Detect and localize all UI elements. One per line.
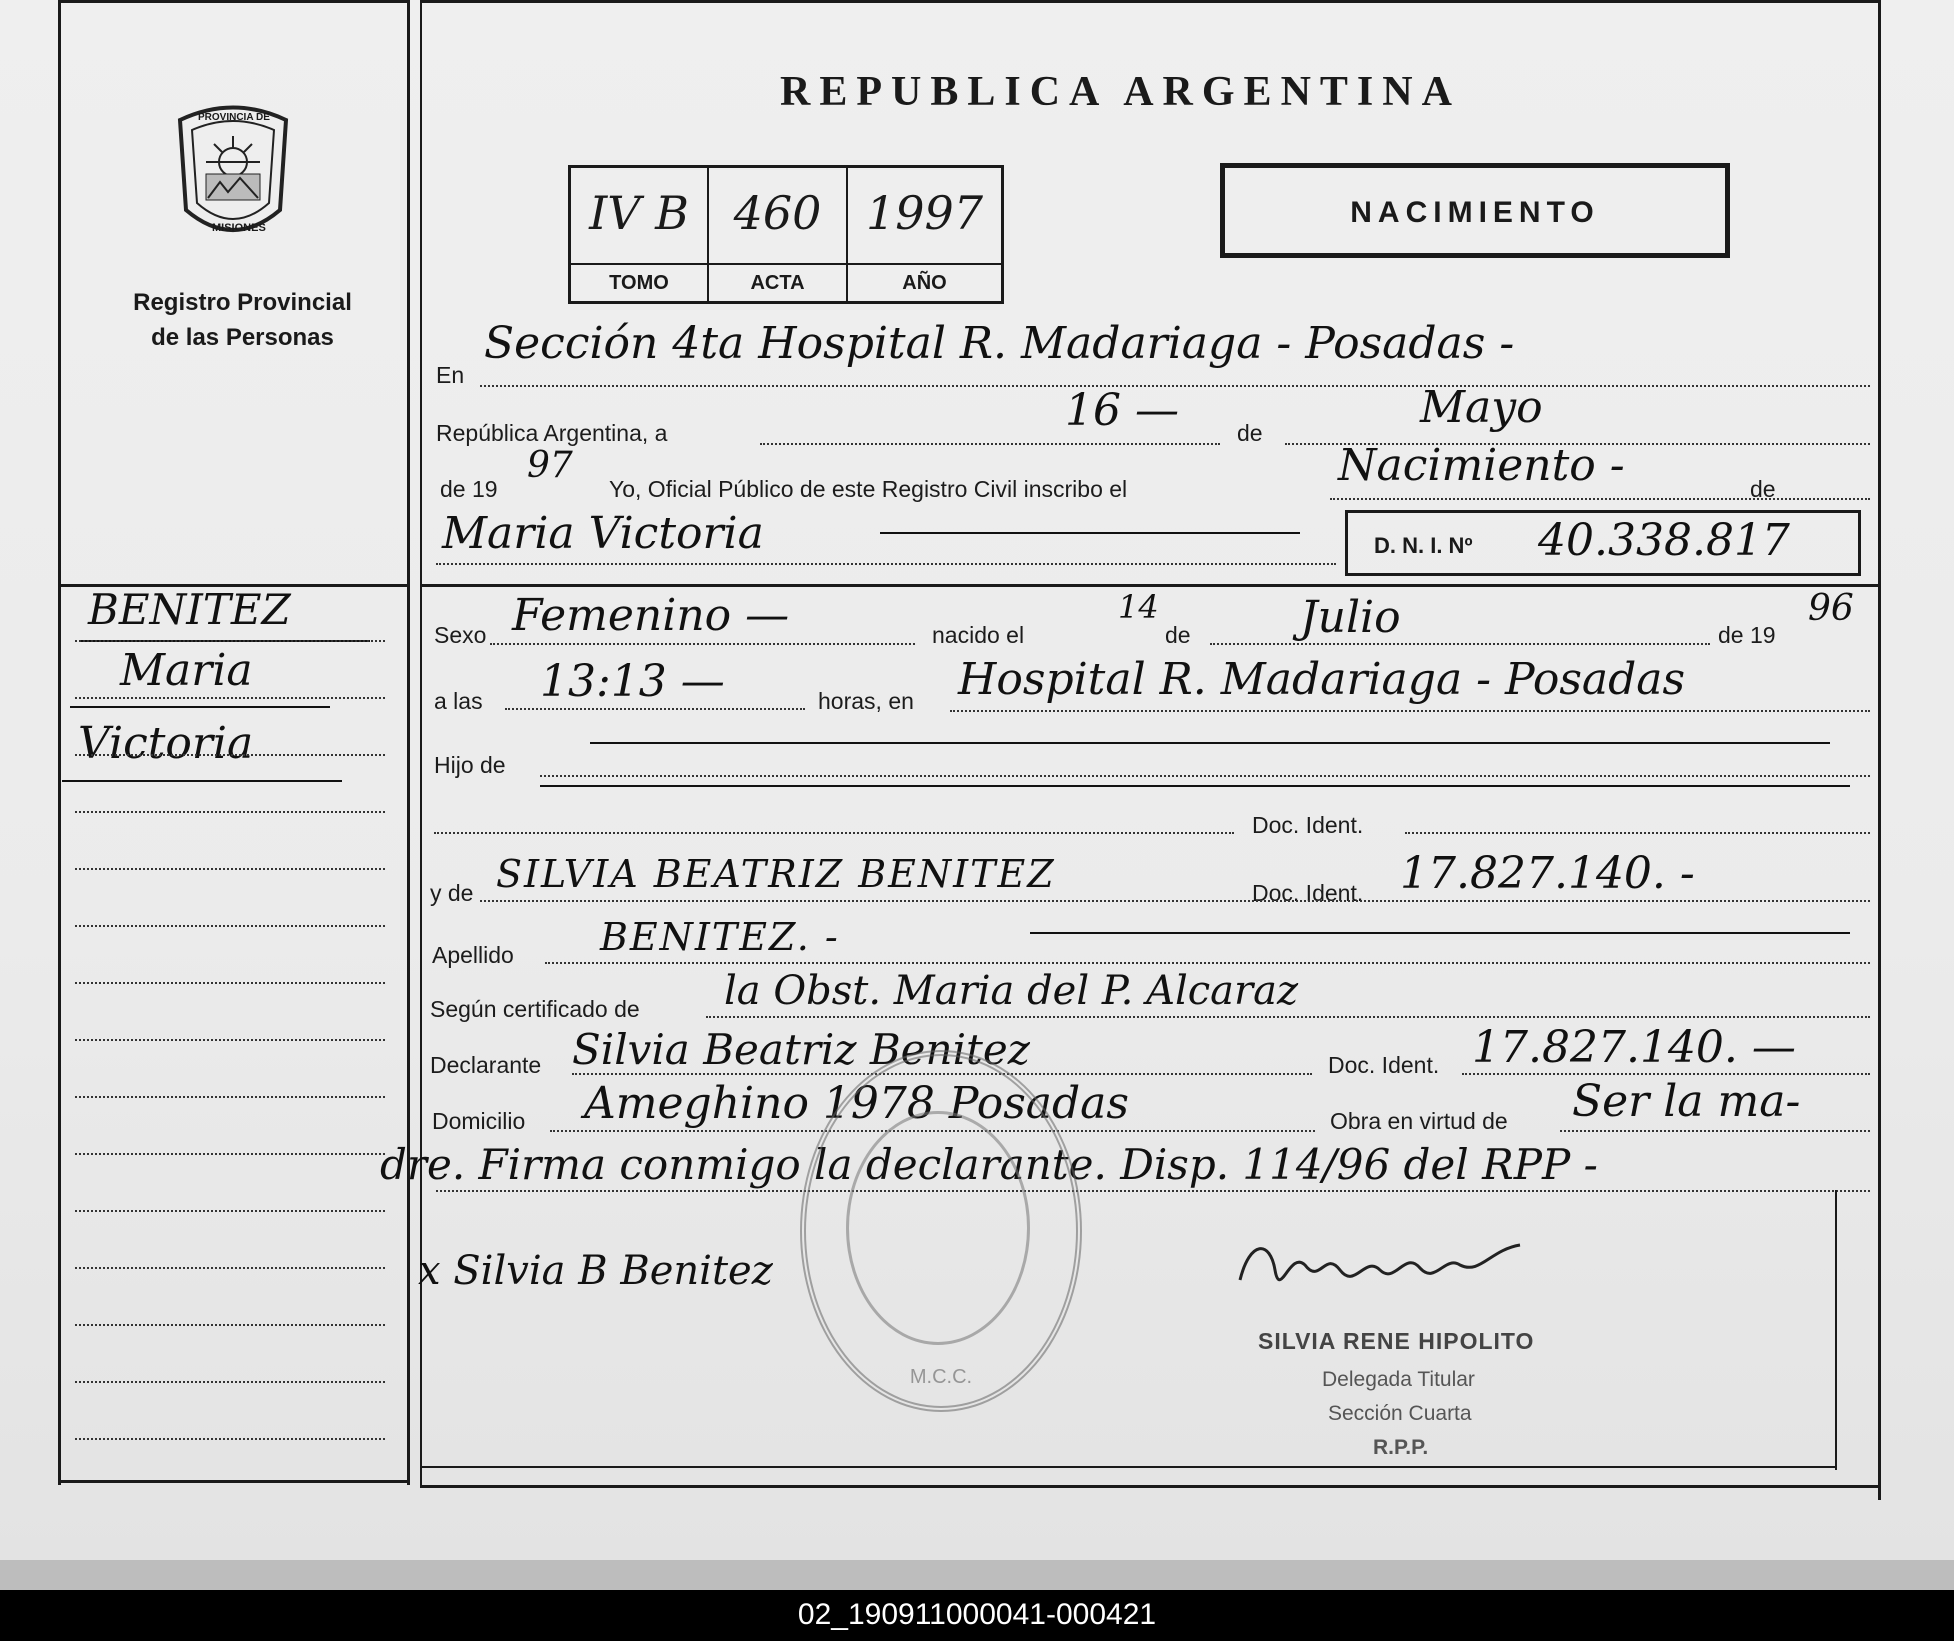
margin-dotted-line bbox=[75, 811, 385, 813]
stamp-inner-ring bbox=[846, 1111, 1030, 1345]
margin-dotted-line bbox=[75, 1438, 385, 1440]
tomo-cell bbox=[571, 168, 709, 301]
mother-name: SILVIA BEATRIZ BENITEZ bbox=[496, 852, 1056, 896]
continuation-line bbox=[436, 1190, 1870, 1192]
de-label: de bbox=[1237, 420, 1263, 446]
declarante-value: Silvia Beatriz Benitez bbox=[572, 1025, 1030, 1074]
de-label-2: de bbox=[1750, 476, 1776, 502]
doc-ident-label-2: Doc. Ident. bbox=[1252, 880, 1364, 906]
dni-label: D. N. I. Nº bbox=[1374, 533, 1473, 558]
country-title: REPUBLICA ARGENTINA bbox=[780, 69, 1461, 115]
margin-dotted-line bbox=[75, 1210, 385, 1212]
column-divider bbox=[407, 0, 410, 1485]
margin-dotted-line bbox=[75, 1267, 385, 1269]
person-name-underline bbox=[880, 532, 1300, 534]
margin-dotted-line bbox=[75, 925, 385, 927]
registry-line-2: de las Personas bbox=[151, 324, 334, 351]
stamp-text: M.C.C. bbox=[909, 1366, 973, 1388]
margin-underline-3 bbox=[62, 780, 342, 782]
acta-value: 460 bbox=[733, 186, 822, 240]
margin-surname: BENITEZ bbox=[88, 585, 291, 634]
dni-box bbox=[1345, 510, 1861, 576]
left-border bbox=[58, 0, 61, 1485]
anio-value: 1997 bbox=[865, 186, 984, 240]
hijo-label: Hijo de bbox=[434, 752, 506, 778]
acta-cell bbox=[709, 168, 848, 301]
inner-right-line bbox=[1835, 1190, 1837, 1470]
act-value: Nacimiento - bbox=[1338, 440, 1625, 491]
form-separator bbox=[422, 584, 1878, 587]
top-border-left bbox=[58, 0, 410, 3]
certificado-value: la Obst. Maria del P. Alcaraz bbox=[724, 968, 1299, 1014]
right-border bbox=[1878, 0, 1881, 1500]
year-value: 97 bbox=[527, 445, 573, 486]
margin-dotted-line bbox=[75, 754, 385, 756]
domicilio-label: Domicilio bbox=[432, 1108, 526, 1134]
father-name-line bbox=[540, 775, 1870, 777]
top-border-right bbox=[420, 0, 1880, 3]
en-label: En bbox=[436, 362, 465, 388]
tomo-value: IV B bbox=[589, 186, 689, 240]
official-name: SILVIA RENE HIPOLITO bbox=[1258, 1328, 1535, 1354]
republica-label: República Argentina, a bbox=[436, 420, 668, 446]
mother-line bbox=[480, 900, 1870, 902]
tomo-label: TOMO bbox=[571, 263, 707, 301]
person-name-line bbox=[436, 563, 1336, 565]
birth-month: Julio bbox=[1300, 592, 1401, 643]
obra-line bbox=[1560, 1130, 1870, 1132]
page-edge bbox=[0, 1560, 1954, 1590]
registry-line-1: Registro Provincial bbox=[133, 289, 352, 316]
birth-month-line bbox=[1210, 643, 1710, 645]
anio-cell bbox=[848, 168, 1001, 301]
birth-place: Hospital R. Madariaga - Posadas bbox=[958, 654, 1686, 705]
official-signature bbox=[1230, 1230, 1530, 1310]
father-name-underline bbox=[590, 742, 1830, 744]
alas-label: a las bbox=[434, 688, 483, 714]
apellido-label: Apellido bbox=[432, 942, 514, 968]
father-doc-line bbox=[1405, 832, 1870, 834]
margin-dotted-line bbox=[75, 640, 385, 642]
oficial-label: Yo, Oficial Público de este Registro Civil inscribo el bbox=[609, 476, 1128, 502]
domicilio-value: Ameghino 1978 Posadas bbox=[584, 1078, 1129, 1129]
birth-time-line bbox=[505, 708, 805, 710]
birth-time: 13:13 — bbox=[540, 656, 725, 707]
declarante-signature: x Silvia B Benitez bbox=[418, 1248, 773, 1294]
father-line-2 bbox=[540, 785, 1850, 787]
margin-given-2: Victoria bbox=[78, 718, 254, 769]
nacido-label: nacido el bbox=[932, 622, 1025, 648]
official-section: Sección Cuarta bbox=[1328, 1402, 1472, 1425]
record-number-box bbox=[568, 165, 1004, 304]
obra-label: Obra en virtud de bbox=[1330, 1108, 1508, 1134]
sexo-value: Femenino — bbox=[512, 590, 790, 641]
apellido-line bbox=[545, 962, 1870, 964]
image-id: 02_190911000041-000421 bbox=[797, 1598, 1157, 1631]
record-type: NACIMIENTO bbox=[1350, 196, 1600, 229]
declarante-doc-line bbox=[1462, 1073, 1870, 1075]
birth-day: 14 bbox=[1118, 588, 1159, 626]
margin-dotted-line bbox=[75, 697, 385, 699]
margin-dotted-line bbox=[75, 868, 385, 870]
de-label-3: de bbox=[1165, 622, 1191, 648]
margin-dotted-line bbox=[75, 1153, 385, 1155]
apellido-value: BENITEZ. - bbox=[600, 915, 840, 959]
margin-dotted-line bbox=[75, 982, 385, 984]
mother-line-2 bbox=[1030, 932, 1850, 934]
sexo-label: Sexo bbox=[434, 622, 487, 648]
birth-place-line bbox=[950, 710, 1870, 712]
certificado-label: Según certificado de bbox=[430, 996, 640, 1022]
day-line bbox=[760, 443, 1220, 445]
margin-dotted-line bbox=[75, 1096, 385, 1098]
province-seal bbox=[168, 100, 298, 250]
official-org: R.P.P. bbox=[1373, 1436, 1429, 1459]
seal-top-text: PROVINCIA DE bbox=[198, 112, 270, 123]
birth-year: 96 bbox=[1808, 588, 1854, 629]
obra-continuation: dre. Firma conmigo la declarante. Disp. 114/96 del RPP - bbox=[380, 1140, 1598, 1189]
en-value: Sección 4ta Hospital R. Madariaga - Posadas - bbox=[484, 318, 1515, 369]
official-role: Delegada Titular bbox=[1322, 1368, 1475, 1391]
day-value: 16 — bbox=[1065, 385, 1179, 436]
margin-underline-2 bbox=[70, 706, 330, 708]
declarante-doc: 17.827.140. — bbox=[1472, 1022, 1796, 1073]
margin-given-1: Maria bbox=[120, 645, 253, 696]
bottom-border-right bbox=[420, 1485, 1880, 1488]
dni-value: 40.338.817 bbox=[1538, 515, 1790, 566]
de19-label: de 19 bbox=[440, 476, 498, 502]
sexo-line bbox=[490, 643, 915, 645]
mother-doc: 17.827.140. - bbox=[1400, 848, 1695, 899]
inner-bottom-line bbox=[422, 1466, 1837, 1468]
bottom-border-left bbox=[58, 1480, 410, 1483]
certificado-line bbox=[706, 1016, 1870, 1018]
acta-label: ACTA bbox=[709, 263, 846, 301]
act-line bbox=[1330, 498, 1870, 500]
margin-dotted-line bbox=[75, 1324, 385, 1326]
margin-dotted-line bbox=[75, 1039, 385, 1041]
yde-label: y de bbox=[430, 880, 474, 906]
record-type-box bbox=[1220, 163, 1730, 258]
declarante-label: Declarante bbox=[430, 1052, 542, 1078]
father-line-3 bbox=[434, 832, 1234, 834]
month-value: Mayo bbox=[1420, 382, 1543, 433]
doc-ident-label: Doc. Ident. bbox=[1252, 812, 1364, 838]
registry-stamp bbox=[800, 1050, 1082, 1412]
registry-name bbox=[70, 285, 415, 355]
obra-value: Ser la ma- bbox=[1572, 1076, 1801, 1127]
de19-label-2: de 19 bbox=[1718, 622, 1776, 648]
horas-label: horas, en bbox=[818, 688, 914, 714]
seal-bottom-text: MISIONES bbox=[212, 222, 266, 234]
anio-label: AÑO bbox=[848, 263, 1001, 301]
doc-ident-label-3: Doc. Ident. bbox=[1328, 1052, 1440, 1078]
margin-dotted-line bbox=[75, 1381, 385, 1383]
person-name: Maria Victoria bbox=[442, 508, 764, 559]
